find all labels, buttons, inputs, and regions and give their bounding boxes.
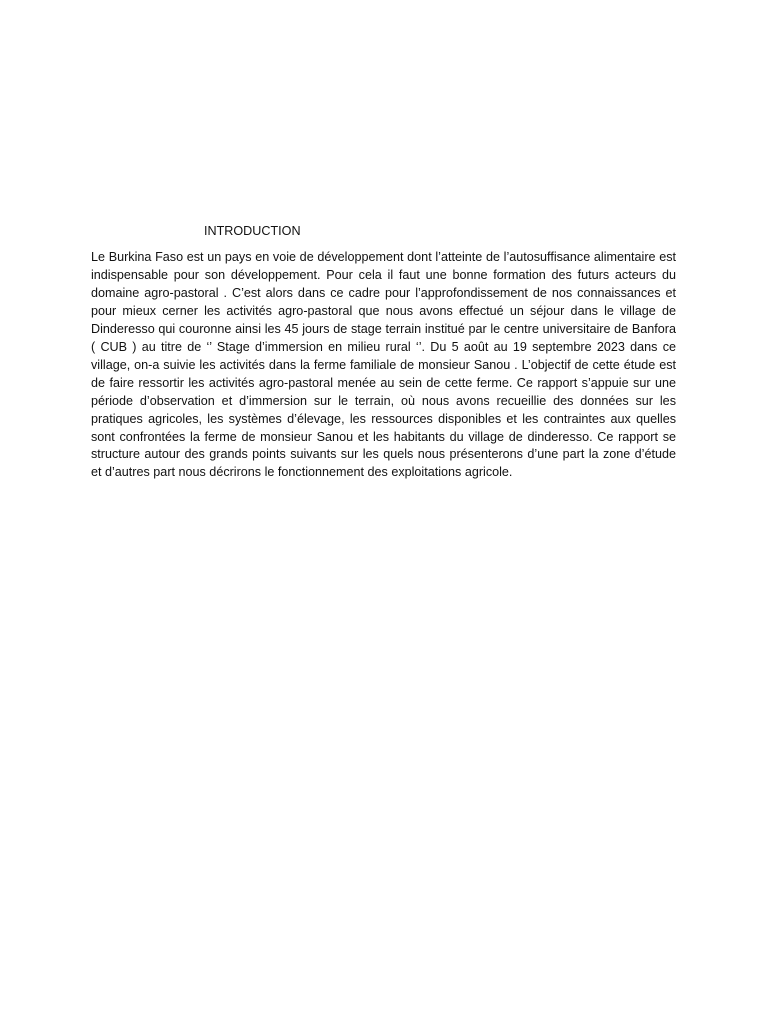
section-heading: INTRODUCTION xyxy=(204,224,301,238)
introduction-paragraph: Le Burkina Faso est un pays en voie de développement dont l’atteinte de l’autosuffisance alimentaire est indispensable pour son développement. Pour cela il faut une bonne formation des futurs acteurs du domaine agro-pastoral . C’est alors dans ce cadre pour l’approfondissement de nos connaissances et pour mieux cerner les activités agro-pastoral que nous avons effectué un séjour dans le village de Dinderesso qui couronne ainsi les 45 jours de stage terrain institué par le centre universitaire de Banfora ( CUB ) au titre de ‘’ Stage d’immersion en milieu rural ‘’. Du 5 août au 19 septembre 2023 dans ce village, on-a suivie les activités dans la ferme familiale de monsieur Sanou . L’objectif de cette étude est de faire ressortir les activités agro-pastoral menée au sein de cette ferme. Ce rapport s’appuie sur une période d’observation et d’immersion sur le terrain, où nous avons recueillie des données sur les pratiques agricoles, les systèmes d’élevage, les ressources disponibles et les contraintes aux quelles sont confrontées la ferme de monsieur Sanou et les habitants du village de dinderesso. Ce rapport se structure autour des grands points suivants sur les quels nous présenterons d’une part la zone d’étude et d’autres part nous décrirons le fonctionnement des exploitations agricole. xyxy=(91,250,676,480)
